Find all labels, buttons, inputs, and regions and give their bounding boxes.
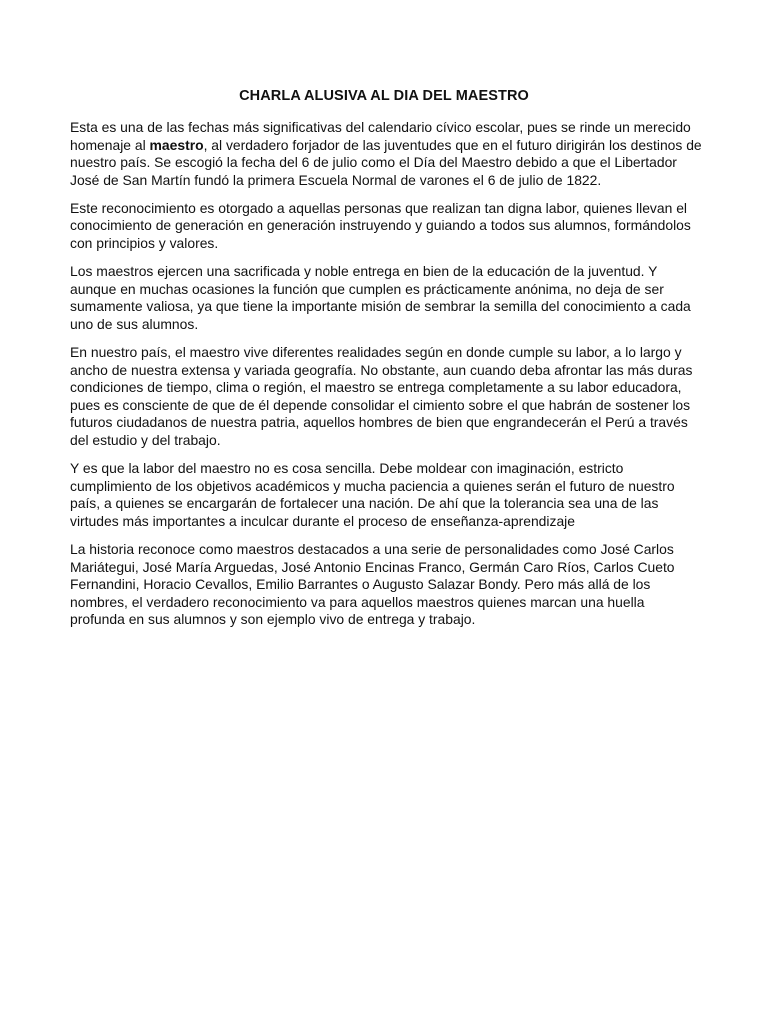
paragraph-6: La historia reconoce como maestros destacados a una serie de personalidades como José Carlos Mariátegui, José María Arguedas, José Antonio Encinas Franco, Germán Caro Ríos, Carlos Cueto Fernandini, Horacio Cevallos, Emilio Barrantes o Augusto Salazar Bondy. Pero más allá de los nombres, el verdadero reconocimiento va para aquellos maestros quienes marcan una huella profunda en sus alumnos y son ejemplo vivo de entrega y trabajo. (70, 540, 675, 628)
paragraph-1-text-start: Esta es una de las fechas más significativas del calendario cívico escolar, pues se rinde un merecido homenaje al (70, 119, 691, 153)
paragraph-1-text-end: , al verdadero forjador de las juventudes que en el futuro dirigirán los destinos de nuestro país. Se escogió la fecha del 6 de julio como el Día del Maestro debido a que el Libertador José de San Martín fundó la primera Escuela Normal de varones el 6 de julio de 1822. (70, 136, 702, 188)
paragraph-1-bold-word: maestro (149, 136, 204, 153)
page-title: CHARLA ALUSIVA AL DIA DEL MAESTRO (239, 88, 529, 104)
paragraph-5: Y es que la labor del maestro no es cosa sencilla. Debe moldear con imaginación, estricto cumplimiento de los objetivos académicos y mucha paciencia a quienes serán el futuro de nuestro país, a quienes se encargarán de fortalecer una nación. De ahí que la tolerancia sea una de las virtudes más importantes a inculcar durante el proceso de enseñanza-aprendizaje (70, 460, 675, 529)
document-body (70, 119, 702, 639)
paragraph-2: Este reconocimiento es otorgado a aquellas personas que realizan tan digna labor, quienes llevan el conocimiento de generación en generación instruyendo y guiando a todos sus alumnos, formándolos con principios y valores. (70, 199, 691, 252)
paragraph-1 (70, 119, 702, 189)
paragraph-4: En nuestro país, el maestro vive diferentes realidades según en donde cumple su labor, a lo largo y ancho de nuestra extensa y variada geografía. No obstante, aun cuando deba afrontar las más duras condiciones de tiempo, clima o región, el maestro se entrega completamente a su labor educadora, pues es consciente de que de él depende consolidar el cimiento sobre el que habrán de sostener los futuros ciudadanos de nuestra patria, aquellos hombres de bien que engrandecerán el Perú a través del estudio y del trabajo. (70, 344, 693, 448)
paragraph-3: Los maestros ejercen una sacrificada y noble entrega en bien de la educación de la juventud. Y aunque en muchas ocasiones la función que cumplen es prácticamente anónima, no deja de ser sumamente valiosa, ya que tiene la importante misión de sembrar la semilla del conocimiento a cada uno de sus alumnos. (70, 263, 691, 332)
